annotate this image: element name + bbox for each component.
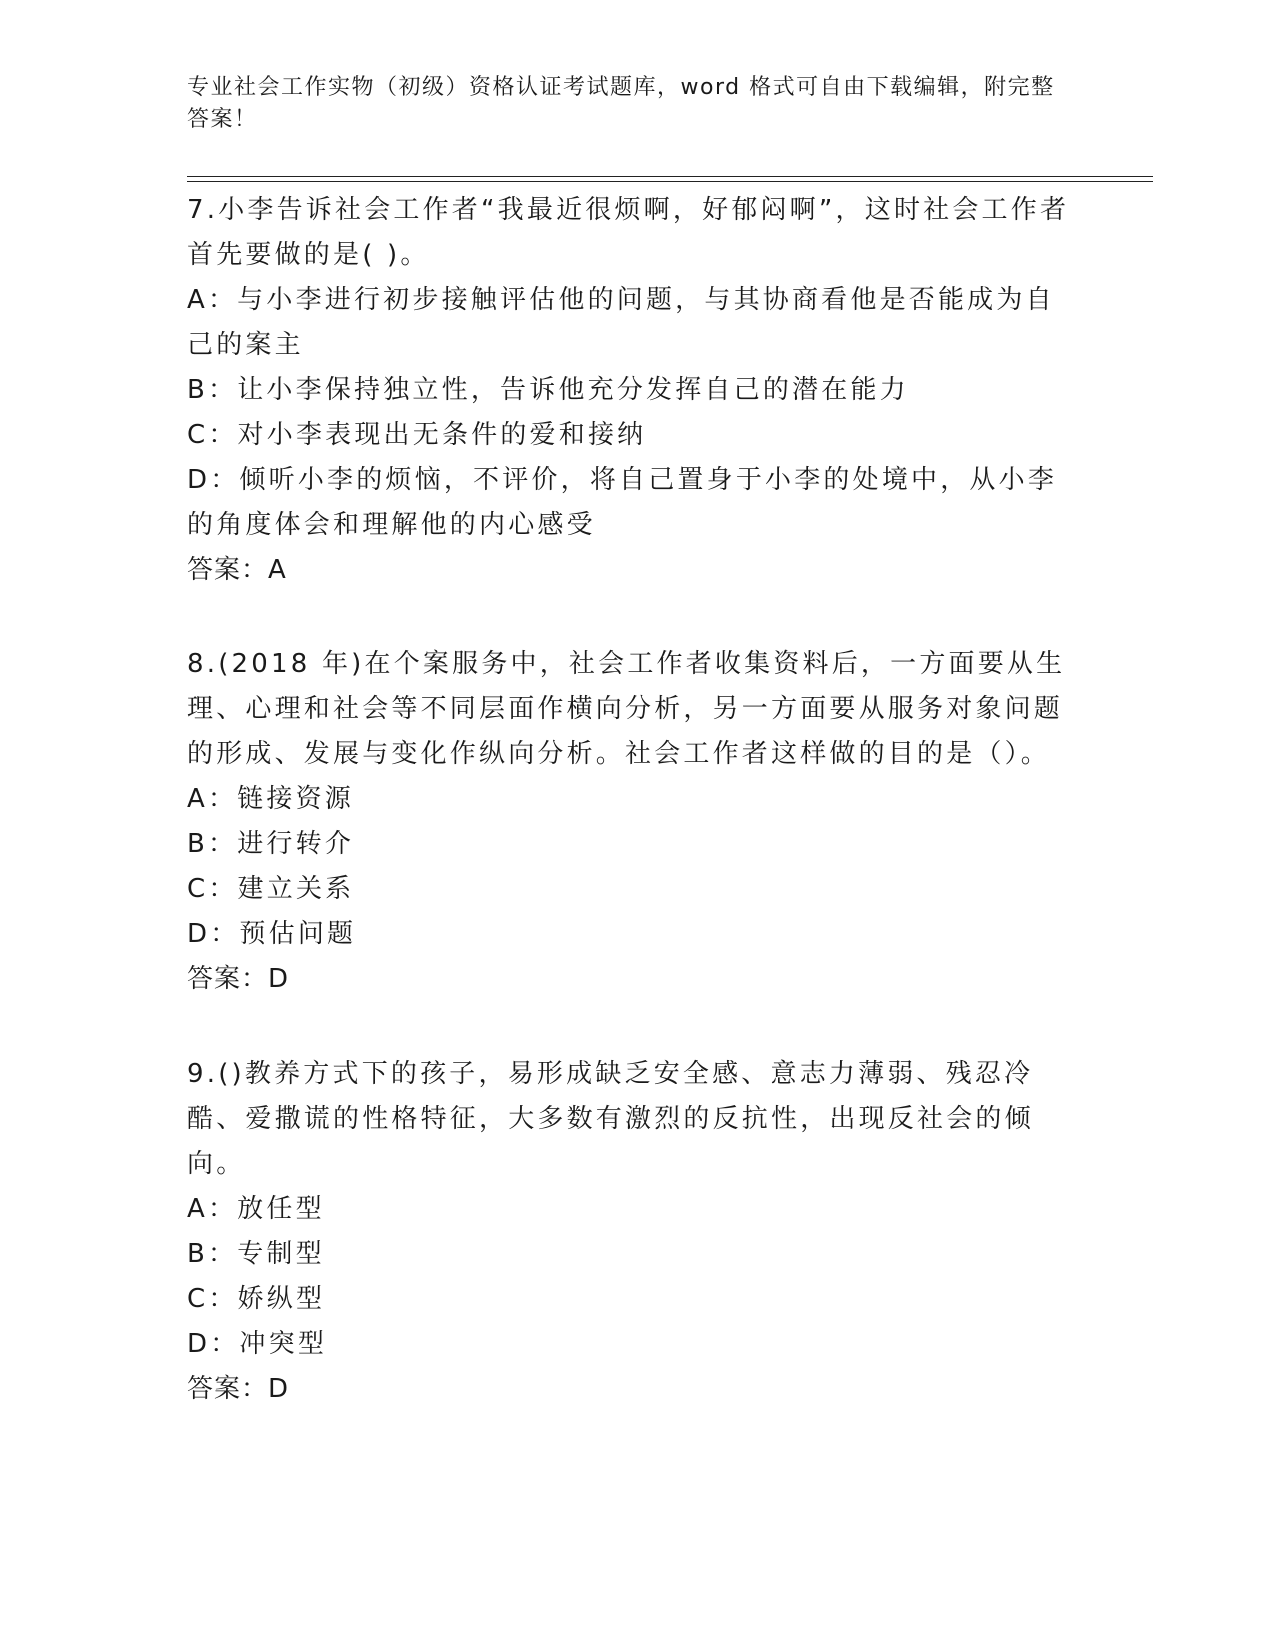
answer-line: 答案：D: [187, 964, 290, 994]
option-b: B：让小李保持独立性，告诉他充分发挥自己的潜在能力: [187, 375, 909, 405]
question-block: [187, 642, 1077, 1002]
option-d: D：倾听小李的烦恼，不评价，将自己置身于小李的处境中，从小李的角度体会和理解他的内心感受: [187, 465, 1058, 540]
question-stem: 8.(2018 年)在个案服务中，社会工作者收集资料后，一方面要从生理、心理和社会等不同层面作横向分析，另一方面要从服务对象问题的形成、发展与变化作纵向分析。社会工作者这样做的目的是（）。: [187, 649, 1066, 769]
option-b: B：进行转介: [187, 829, 355, 859]
option-a: A：链接资源: [187, 784, 354, 814]
header-divider-bottom: [187, 181, 1153, 182]
option-b: B：专制型: [187, 1239, 325, 1269]
option-d: D：预估问题: [187, 919, 357, 949]
question-stem: 9.()教养方式下的孩子，易形成缺乏安全感、意志力薄弱、残忍冷酷、爱撒谎的性格特征，大多数有激烈的反抗性，出现反社会的倾向。: [187, 1059, 1034, 1179]
question-stem: 7.小李告诉社会工作者“我最近很烦啊，好郁闷啊”，这时社会工作者首先要做的是( )。: [187, 195, 1070, 270]
option-a: A：与小李进行初步接触评估他的问题，与其协商看他是否能成为自己的案主: [187, 285, 1055, 360]
option-a: A：放任型: [187, 1194, 325, 1224]
option-c: C：对小李表现出无条件的爱和接纳: [187, 420, 647, 450]
question-block: [187, 1052, 1077, 1412]
page-header-title: 专业社会工作实物（初级）资格认证考试题库，word 格式可自由下载编辑，附完整答案！: [187, 75, 1055, 132]
header-divider-top: [187, 176, 1153, 177]
answer-line: 答案：D: [187, 1374, 290, 1404]
option-d: D：冲突型: [187, 1329, 328, 1359]
option-c: C：建立关系: [187, 874, 355, 904]
answer-line: 答案：A: [187, 555, 287, 585]
question-block: [187, 188, 1077, 593]
option-c: C：娇纵型: [187, 1284, 326, 1314]
